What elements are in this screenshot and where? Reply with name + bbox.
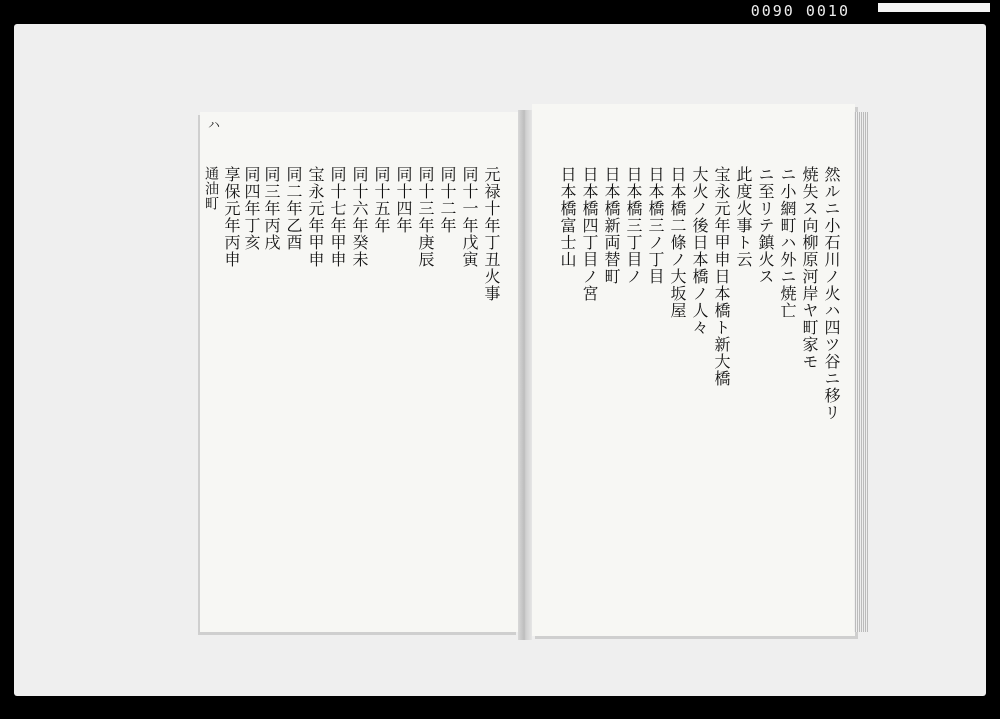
text-column: 同十四年 [394,166,413,234]
film-frame [14,24,986,696]
text-column: 宝永元年甲申 [306,166,325,268]
text-column: 日本橋三丁目ノ [624,166,643,285]
text-column: 同十一年戊寅 [460,166,479,268]
text-column: 同十七年甲申 [328,166,347,268]
text-column: 享保元年丙申 [222,166,241,268]
text-column: 大火ノ後日本橋ノ人々 [690,166,709,336]
book-gutter [518,110,532,640]
text-column: 日本橋二條ノ大坂屋 [668,166,687,319]
frame-number-label: 0090 0010 [750,2,850,20]
text-column: 同二年乙酉 [284,166,303,251]
text-column: 同十五年 [372,166,391,234]
text-column: 日本橋四丁目ノ宮 [580,166,599,302]
text-column: ニ小網町ハ外ニ焼亡 [778,166,797,319]
text-column: 同四年丁亥 [242,166,261,251]
text-column: 同十三年庚辰 [416,166,435,268]
page-corner-mark: ハ [208,118,221,132]
text-column: ニ至リテ鎮火ス [756,166,775,285]
text-column: 此度火事ト云 [734,166,753,268]
left-page [200,112,518,632]
text-column: 同十二年 [438,166,457,234]
text-column: 同十六年癸未 [350,166,369,268]
text-column: 元禄十年丁丑火事 [482,166,501,302]
text-column: 日本橋富士山 [558,166,577,268]
text-column: 日本橋新両替町 [602,166,621,285]
text-column: 然ルニ小石川ノ火ハ四ツ谷ニ移リ [822,166,841,421]
text-column: 同三年丙戌 [262,166,281,251]
text-column: 宝永元年甲申日本橋ト新大橋 [712,166,731,387]
open-manuscript-book [194,82,875,650]
scan-marker [878,3,990,12]
page-stack-edge [854,112,868,632]
text-column: 焼失ス向柳原河岸ヤ町家モ [800,166,819,370]
right-page [532,104,855,636]
text-column: 日本橋三ノ丁目 [646,166,665,285]
text-column: 通油町 [203,166,219,211]
